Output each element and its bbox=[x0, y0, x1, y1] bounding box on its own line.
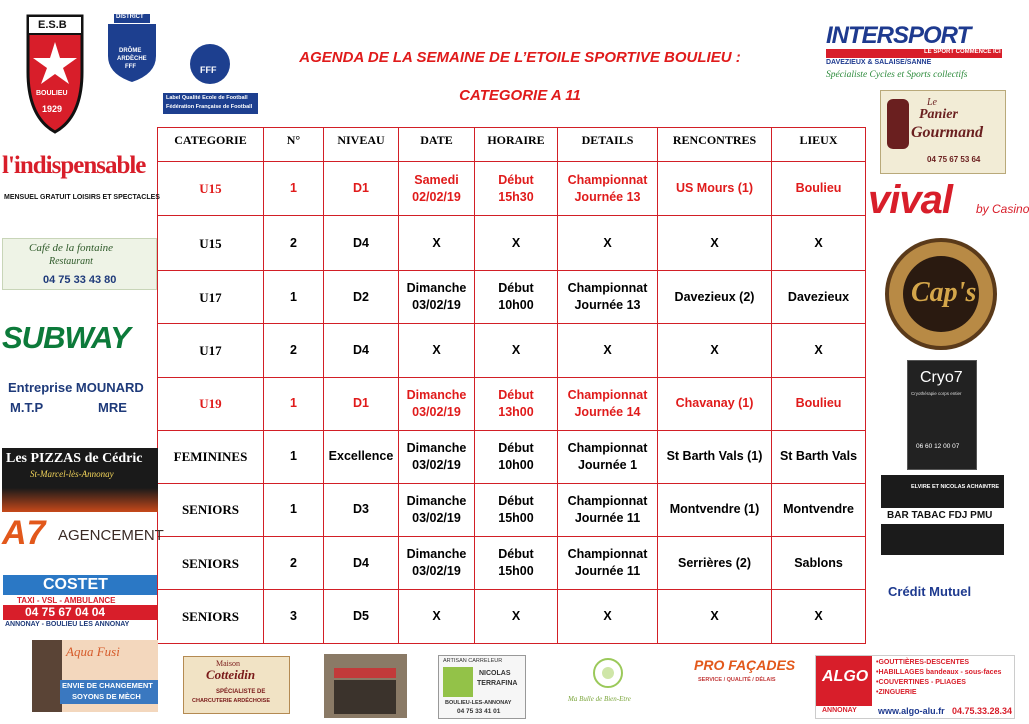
cell-lieu: X bbox=[772, 216, 866, 270]
sponsor-caps bbox=[883, 237, 999, 351]
cell-details-line2: Journée 11 bbox=[574, 564, 641, 579]
cell-horaire-line2: 15h00 bbox=[498, 564, 534, 579]
cell-numero: 1 bbox=[264, 431, 324, 483]
cell-details-line1: Championnat bbox=[567, 387, 648, 402]
cell-lieu: Montvendre bbox=[772, 483, 866, 536]
cell-horaire-line1: Début bbox=[498, 172, 534, 187]
sponsor-vival bbox=[868, 178, 1029, 228]
pizzas-title: Les PIZZAS de Cédric bbox=[6, 451, 143, 466]
header-rencontres: RENCONTRES bbox=[658, 128, 772, 162]
cell-date bbox=[399, 377, 475, 430]
sponsor-cryo7 bbox=[907, 360, 977, 470]
district-badge-line1: DRÔME bbox=[119, 48, 142, 54]
a7-name: AGENCEMENT bbox=[58, 527, 164, 544]
cell-lieu: X bbox=[772, 324, 866, 377]
cell-details bbox=[558, 537, 658, 590]
intersport-wordmark: INTERSPORT bbox=[826, 22, 971, 49]
cotteidin-line2: Cotteidin bbox=[206, 667, 256, 682]
cell-date-line1: Dimanche bbox=[406, 281, 467, 296]
mtp-logo-text: M.T.P bbox=[10, 400, 44, 415]
cell-rencontre: St Barth Vals (1) bbox=[658, 431, 772, 483]
cryo-wordmark: Cryo7 bbox=[920, 369, 963, 386]
cell-categorie: SENIORS bbox=[158, 590, 264, 644]
cell-date-line2: 02/02/19 bbox=[412, 189, 461, 204]
header-horaire: HORAIRE bbox=[475, 128, 558, 162]
aqua-line2: SOYONS DE MÈCH bbox=[72, 692, 141, 701]
sponsor-costet bbox=[3, 575, 157, 631]
cell-details-line2: Journée 11 bbox=[574, 510, 641, 525]
cell-date bbox=[399, 590, 475, 644]
mre-logo-text: MRE bbox=[98, 400, 127, 415]
bartabac-owners: ELVIRE ET NICOLAS ACHAINTRE bbox=[911, 484, 1000, 490]
cell-details bbox=[558, 431, 658, 483]
cell-details-line1: Championnat bbox=[567, 547, 648, 562]
cell-horaire bbox=[475, 377, 558, 430]
cell-horaire-line2: 15h00 bbox=[498, 510, 534, 525]
cell-date-line2: 03/02/19 bbox=[412, 457, 461, 472]
cell-horaire-line1: Début bbox=[498, 387, 534, 402]
district-badge-line2: ARDÈCHE bbox=[117, 56, 147, 62]
cell-horaire-line1: X bbox=[511, 609, 521, 624]
sponsor-subway bbox=[2, 318, 152, 362]
bulle-name: Ma Bulle de Bien-Etre bbox=[568, 695, 631, 703]
cell-details-line1: Championnat bbox=[567, 172, 648, 187]
cell-horaire-line1: Début bbox=[498, 281, 534, 296]
cell-date-line1: X bbox=[432, 609, 441, 624]
algo-line2: •HABILLAGES bandeaux - sous-faces bbox=[876, 669, 1002, 676]
fff-label-line1: Label Qualité Ecole de Football bbox=[166, 95, 248, 101]
cell-numero: 1 bbox=[264, 162, 324, 216]
sponsor-bulle-bien-etre bbox=[558, 655, 658, 717]
cell-details bbox=[558, 483, 658, 536]
table-row bbox=[158, 377, 866, 430]
subway-wordmark: SUBWAY bbox=[2, 320, 130, 355]
cafe-name: Café de la fontaine bbox=[29, 242, 114, 254]
cell-categorie: U15 bbox=[158, 216, 264, 270]
terrafina-name2: TERRAFINA bbox=[477, 680, 518, 687]
cell-details-line1: Championnat bbox=[567, 440, 648, 455]
cell-date bbox=[399, 270, 475, 323]
cell-lieu: Davezieux bbox=[772, 270, 866, 323]
intersport-tagline: Spécialiste Cycles et Sports collectifs bbox=[826, 70, 968, 80]
cell-details bbox=[558, 216, 658, 270]
cell-rencontre: Serrières (2) bbox=[658, 537, 772, 590]
esb-badge-town: BOULIEU bbox=[36, 90, 68, 97]
sponsor-algo bbox=[815, 655, 1015, 719]
cell-niveau: D1 bbox=[324, 162, 399, 216]
cell-horaire bbox=[475, 162, 558, 216]
cell-numero: 2 bbox=[264, 537, 324, 590]
cell-rencontre: X bbox=[658, 216, 772, 270]
sponsor-indispensable bbox=[2, 152, 160, 210]
sponsor-aqua-fusi bbox=[32, 640, 158, 712]
cell-details bbox=[558, 270, 658, 323]
header-numero: N° bbox=[264, 128, 324, 162]
cell-horaire bbox=[475, 590, 558, 644]
cell-date-line1: Dimanche bbox=[406, 440, 467, 455]
table-row bbox=[158, 537, 866, 590]
schedule-table bbox=[157, 127, 866, 644]
cell-horaire-line1: X bbox=[511, 235, 521, 250]
cell-date-line2: 03/02/19 bbox=[412, 510, 461, 525]
cell-niveau: D2 bbox=[324, 270, 399, 323]
algo-web: www.algo-alu.fr bbox=[878, 706, 945, 716]
header-categorie: CATEGORIE bbox=[158, 128, 264, 162]
table-row bbox=[158, 216, 866, 270]
cell-niveau: D5 bbox=[324, 590, 399, 644]
terrafina-phone: 04 75 33 41 01 bbox=[457, 708, 501, 715]
costet-services: TAXI - VSL - AMBULANCE bbox=[17, 596, 116, 605]
header-date: DATE bbox=[399, 128, 475, 162]
fff-label-line2: Fédération Française de Football bbox=[166, 104, 253, 110]
table-row bbox=[158, 162, 866, 216]
cotteidin-line4: CHARCUTERIE ARDÉCHOISE bbox=[192, 698, 271, 704]
cell-details-line1: Championnat bbox=[567, 281, 648, 296]
vival-wordmark: vival bbox=[868, 178, 952, 222]
district-badge-title: DISTRICT bbox=[116, 14, 144, 20]
table-row bbox=[158, 270, 866, 323]
cell-date-line2: 03/02/19 bbox=[412, 404, 461, 419]
cell-date bbox=[399, 162, 475, 216]
table-header-row bbox=[158, 128, 866, 162]
cell-niveau: D1 bbox=[324, 377, 399, 430]
cell-lieu: Boulieu bbox=[772, 162, 866, 216]
costet-phone: 04 75 67 04 04 bbox=[25, 605, 106, 619]
cell-categorie: U19 bbox=[158, 377, 264, 430]
panier-line1: Le bbox=[927, 97, 937, 108]
cell-rencontre: X bbox=[658, 590, 772, 644]
algo-phone: 04.75.33.28.34 bbox=[952, 706, 1013, 716]
cell-lieu: Boulieu bbox=[772, 377, 866, 430]
cell-categorie: U17 bbox=[158, 324, 264, 377]
district-badge bbox=[106, 12, 158, 84]
cell-date-line2: 03/02/19 bbox=[412, 564, 461, 579]
algo-line3: •COUVERTINES - PLIAGES bbox=[876, 679, 966, 686]
cell-horaire-line2: 10h00 bbox=[498, 298, 534, 313]
cell-horaire bbox=[475, 270, 558, 323]
sponsor-cafe-fontaine bbox=[2, 238, 157, 290]
cell-numero: 1 bbox=[264, 377, 324, 430]
sponsor-pro-facades bbox=[690, 655, 796, 717]
panier-line2: Panier bbox=[919, 107, 958, 122]
cell-details bbox=[558, 324, 658, 377]
credit-mutuel-wordmark: Crédit Mutuel bbox=[888, 584, 972, 599]
cell-numero: 1 bbox=[264, 270, 324, 323]
cell-date bbox=[399, 483, 475, 536]
sponsor-pizzas-cedric bbox=[2, 448, 158, 512]
cell-categorie: SENIORS bbox=[158, 483, 264, 536]
sponsor-panier-gourmand bbox=[880, 90, 1006, 174]
cell-horaire-line1: Début bbox=[498, 440, 534, 455]
cell-rencontre: Davezieux (2) bbox=[658, 270, 772, 323]
table-row bbox=[158, 324, 866, 377]
cotteidin-line3: SPÉCIALISTE DE bbox=[216, 689, 266, 695]
esb-badge-year: 1929 bbox=[42, 104, 63, 114]
sponsor-maison-cotteidin bbox=[183, 656, 290, 714]
cell-lieu: St Barth Vals bbox=[772, 431, 866, 483]
cell-horaire-line1: Début bbox=[498, 547, 534, 562]
cell-niveau: D4 bbox=[324, 537, 399, 590]
cell-lieu: Sablons bbox=[772, 537, 866, 590]
cell-details-line1: X bbox=[603, 235, 612, 250]
cell-niveau: Excellence bbox=[324, 431, 399, 483]
cell-details-line2: Journée 13 bbox=[574, 189, 641, 204]
cell-categorie: SENIORS bbox=[158, 537, 264, 590]
cell-details bbox=[558, 377, 658, 430]
cell-horaire bbox=[475, 324, 558, 377]
cell-date-line2: 03/02/19 bbox=[412, 298, 461, 313]
cell-date-line1: Samedi bbox=[414, 172, 459, 187]
sponsor-terrafina bbox=[438, 655, 526, 719]
sponsor-storefront-photo bbox=[324, 654, 407, 718]
algo-wordmark: ALGO bbox=[822, 668, 869, 685]
cell-categorie: U17 bbox=[158, 270, 264, 323]
cell-horaire-line1: Début bbox=[498, 493, 534, 508]
table-row bbox=[158, 431, 866, 483]
cell-lieu: X bbox=[772, 590, 866, 644]
cafe-phone: 04 75 33 43 80 bbox=[43, 274, 117, 286]
cryo-phone: 06 60 12 00 07 bbox=[916, 443, 960, 450]
cell-niveau: D3 bbox=[324, 483, 399, 536]
mounard-title: Entreprise MOUNARD bbox=[8, 380, 144, 395]
cell-details-line2: Journée 13 bbox=[574, 298, 641, 313]
cell-date-line1: Dimanche bbox=[406, 387, 467, 402]
a7-mark: A7 bbox=[2, 514, 46, 552]
cell-rencontre: US Mours (1) bbox=[658, 162, 772, 216]
header-details: DETAILS bbox=[558, 128, 658, 162]
cell-categorie: FEMININES bbox=[158, 431, 264, 483]
esb-club-badge bbox=[24, 12, 86, 136]
cell-date-line1: X bbox=[432, 343, 441, 358]
terrafina-trade: ARTISAN CARRELEUR bbox=[443, 658, 503, 664]
esb-badge-initials: E.S.B bbox=[38, 19, 67, 31]
terrafina-name1: NICOLAS bbox=[479, 670, 511, 677]
cell-date-line1: X bbox=[432, 235, 441, 250]
costet-city: ANNONAY - BOULIEU LES ANNONAY bbox=[5, 621, 130, 628]
header-lieux: LIEUX bbox=[772, 128, 866, 162]
cell-categorie: U15 bbox=[158, 162, 264, 216]
cell-numero: 3 bbox=[264, 590, 324, 644]
cell-date bbox=[399, 431, 475, 483]
facades-sub: SERVICE / QUALITÉ / DÉLAIS bbox=[698, 677, 776, 683]
sponsor-intersport bbox=[826, 22, 1002, 84]
cell-horaire-line1: X bbox=[511, 343, 521, 358]
cell-horaire bbox=[475, 537, 558, 590]
cell-details-line2: Journée 14 bbox=[574, 404, 641, 419]
table-row bbox=[158, 483, 866, 536]
bartabac-label: BAR TABAC FDJ PMU bbox=[887, 510, 993, 521]
indispensable-wordmark: l'indispensable bbox=[2, 152, 146, 179]
header-niveau: NIVEAU bbox=[324, 128, 399, 162]
cell-numero: 2 bbox=[264, 324, 324, 377]
cell-numero: 2 bbox=[264, 216, 324, 270]
cell-horaire bbox=[475, 216, 558, 270]
caps-wordmark: Cap's bbox=[911, 277, 977, 308]
cell-details-line1: X bbox=[603, 343, 612, 358]
fff-label-badge bbox=[163, 40, 258, 114]
cotteidin-line1: Maison bbox=[216, 659, 240, 668]
terrafina-city: BOULIEU-LES-ANNONAY bbox=[445, 700, 512, 706]
costet-name: COSTET bbox=[43, 576, 108, 593]
intersport-place: DAVEZIEUX & SALAISE/SANNE bbox=[826, 59, 932, 66]
cell-horaire-line2: 13h00 bbox=[498, 404, 534, 419]
cell-details bbox=[558, 162, 658, 216]
aqua-line1: ENVIE DE CHANGEMENT bbox=[62, 681, 153, 690]
cell-horaire bbox=[475, 431, 558, 483]
cell-niveau: D4 bbox=[324, 324, 399, 377]
fff-mark: FFF bbox=[200, 65, 217, 75]
panier-phone: 04 75 67 53 64 bbox=[927, 155, 981, 164]
cell-details-line1: Championnat bbox=[567, 493, 648, 508]
algo-line4: •ZINGUERIE bbox=[876, 689, 917, 696]
cell-details-line2: Journée 1 bbox=[577, 457, 638, 472]
cell-date-line1: Dimanche bbox=[406, 547, 467, 562]
page-subtitle: CATEGORIE A 11 bbox=[459, 87, 581, 104]
cell-details bbox=[558, 590, 658, 644]
pizzas-town: St-Marcel-lès-Annonay bbox=[30, 469, 114, 479]
cell-numero: 1 bbox=[264, 483, 324, 536]
algo-city: ANNONAY bbox=[822, 707, 857, 714]
cell-horaire-line2: 10h00 bbox=[498, 457, 534, 472]
cell-details-line1: X bbox=[603, 609, 612, 624]
cryo-sub: Cryothérapie corps entier bbox=[911, 391, 962, 396]
algo-line1: •GOUTTIÈRES-DESCENTES bbox=[876, 659, 970, 666]
cell-rencontre: Montvendre (1) bbox=[658, 483, 772, 536]
cell-rencontre: Chavanay (1) bbox=[658, 377, 772, 430]
cell-date bbox=[399, 216, 475, 270]
cell-niveau: D4 bbox=[324, 216, 399, 270]
table-row bbox=[158, 590, 866, 644]
sponsor-a7-agencement bbox=[2, 514, 164, 556]
cell-horaire-line2: 15h30 bbox=[498, 189, 534, 204]
cell-horaire bbox=[475, 483, 558, 536]
aqua-name: Aqua Fusi bbox=[66, 644, 120, 659]
cell-rencontre: X bbox=[658, 324, 772, 377]
district-badge-line3: FFF bbox=[125, 64, 136, 70]
sponsor-bar-tabac bbox=[881, 475, 1004, 555]
cell-date bbox=[399, 324, 475, 377]
cell-date-line1: Dimanche bbox=[406, 493, 467, 508]
facades-wordmark: PRO FAÇADES bbox=[694, 657, 796, 673]
cafe-type: Restaurant bbox=[49, 256, 93, 267]
sponsor-mounard bbox=[4, 378, 157, 436]
page-title: AGENDA DE LA SEMAINE DE L’ETOILE SPORTIVE BOULIEU : bbox=[299, 49, 741, 66]
vival-casino: by Casino bbox=[976, 202, 1029, 216]
sponsor-credit-mutuel bbox=[888, 582, 1002, 604]
panier-line3: Gourmand bbox=[911, 124, 984, 141]
intersport-slogan: LE SPORT COMMENCE ICI bbox=[924, 49, 1001, 55]
cell-date bbox=[399, 537, 475, 590]
indispensable-tagline: MENSUEL GRATUIT LOISIRS ET SPECTACLES bbox=[4, 194, 160, 201]
